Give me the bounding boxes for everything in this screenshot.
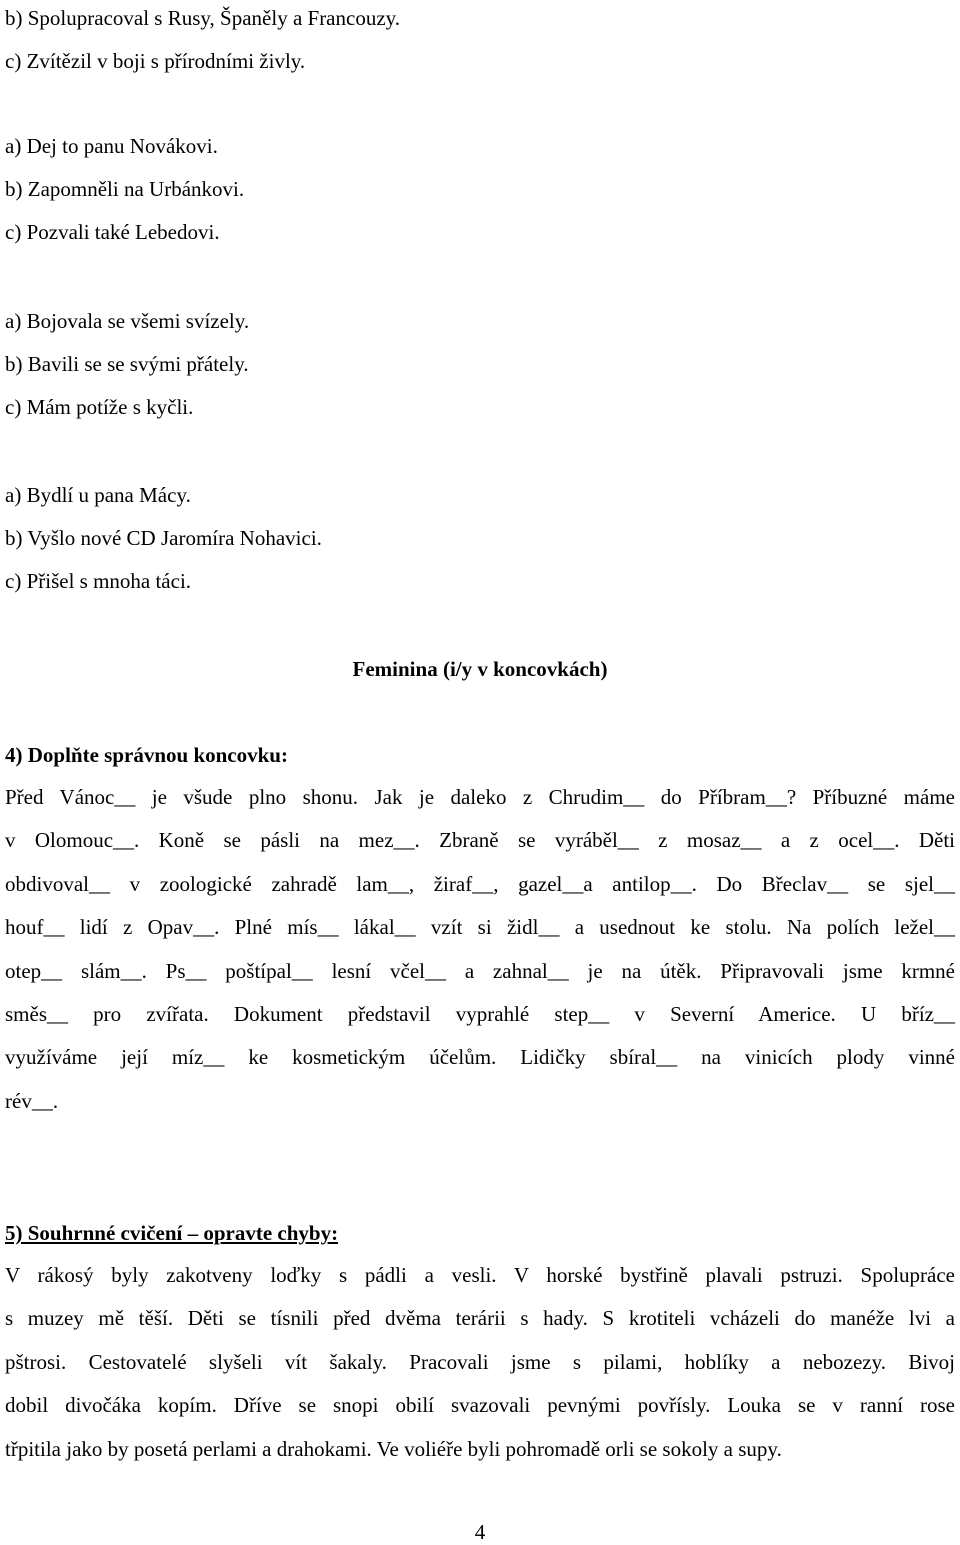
sentence-line: c) Přišel s mnoha táci. xyxy=(5,569,192,593)
exercise-line: otep__ slám__. Ps__ poštípal__ lesní včel__ a zahnal__ je na útěk. Připravovali jsme krmné xyxy=(5,958,955,983)
exercise-line: dobil divočáka kopím. Dříve se snopi obilí svazovali pevnými povřísly. Louka se v ranní rose xyxy=(5,1393,955,1418)
sentence-line: a) Dej to panu Novákovi. xyxy=(5,134,218,158)
exercise-line: obdivoval__ v zoologické zahradě lam__, žiraf__, gazel__a antilop__. Do Břeclav__ se sjel__ xyxy=(5,871,955,896)
exercise-line: houf__ lidí z Opav__. Plné mís__ lákal__ vzít si židl__ a usednout ke stolu. Na polích ležel__ xyxy=(5,915,955,940)
exercise-line: směs__ pro zvířata. Dokument představil vyprahlé step__ v Severní Americe. U bříz__ xyxy=(5,1002,955,1027)
sentence-line: c) Zvítězil v boji s přírodními živly. xyxy=(5,49,306,73)
exercise-line: v Olomouc__. Koně se pásli na mez__. Zbraně se vyráběl__ z mosaz__ a z ocel__. Děti xyxy=(5,828,955,853)
exercise-line: s muzey mě těší. Děti se tísnili před dvěma terárii s hady. S krotiteli vcházeli do manéže lvi a xyxy=(5,1306,955,1331)
exercise-line: rév__. xyxy=(5,1088,59,1113)
sentence-line: c) Mám potíže s kyčli. xyxy=(5,395,194,419)
exercise-4-heading: 4) Doplňte správnou koncovku: xyxy=(5,743,288,767)
exercise-line: V rákosý byly zakotveny loďky s pádli a vesli. V horské bystřině plavali pstruzi. Spolupráce xyxy=(5,1263,955,1287)
sentence-line: b) Zapomněli na Urbánkovi. xyxy=(5,177,245,201)
section-title: Feminina (i/y v koncovkách) xyxy=(352,657,608,681)
sentence-line: b) Spolupracoval s Rusy, Španěly a Francouzy. xyxy=(5,6,401,30)
exercise-5-heading: 5) Souhrnné cvičení – opravte chyby: xyxy=(5,1221,339,1245)
sentence-line: c) Pozvali také Lebedovi. xyxy=(5,220,220,244)
exercise-4-text xyxy=(5,776,955,1123)
exercise-line: pštrosi. Cestovatelé slyšeli vít šakaly. Pracovali jsme s pilami, hoblíky a nebozezy. Bivoj xyxy=(5,1349,955,1374)
page-number: 4 xyxy=(474,1520,486,1544)
exercise-5-text xyxy=(5,1254,955,1471)
exercise-line: třpitila jako by posetá perlami a drahokami. Ve voliéře byli pohromadě orli se sokoly a supy. xyxy=(5,1436,782,1461)
exercise-line: využíváme její míz__ ke kosmetickým účelům. Lidičky sbíral__ na vinicích plody vinné xyxy=(5,1045,955,1070)
sentence-line: b) Vyšlo nové CD Jaromíra Nohavici. xyxy=(5,526,322,550)
sentence-line: b) Bavili se se svými přátely. xyxy=(5,352,249,376)
sentence-line: a) Bojovala se všemi svízely. xyxy=(5,309,250,333)
sentence-line: a) Bydlí u pana Mácy. xyxy=(5,483,191,507)
exercise-line: Před Vánoc__ je všude plno shonu. Jak je daleko z Chrudim__ do Příbram__? Příbuzné máme xyxy=(5,785,955,809)
